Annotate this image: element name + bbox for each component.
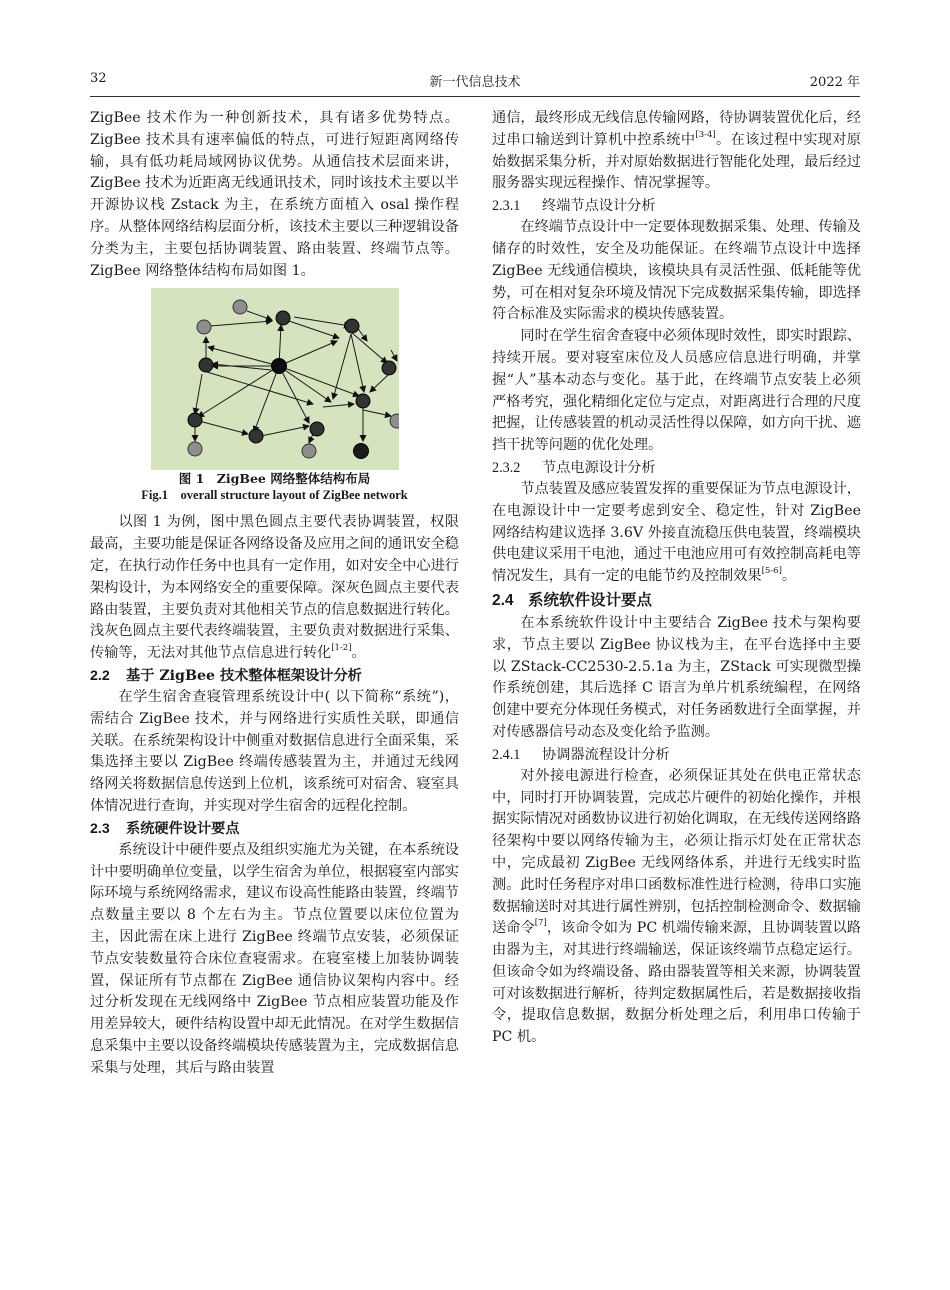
section-2-3-1-heading: 2.3.1 终端节点设计分析	[492, 198, 656, 215]
figure-caption-cn: 图 1 ZigBee 网络整体结构布局	[178, 471, 371, 487]
section-2-3-2-heading: 2.3.2 节点电源设计分析	[492, 459, 656, 476]
section-2-3-1-paragraph-2: 同时在学生宿舍查寝中必须体现时效性，即实时跟踪、持续开展。要对寝室床位及人员感应信息进行明确，并掌握“人”基本动态与变化。基于此，在终端节点安装上必须严格考究，强化精细化定位与定点，对距离进行合理的尺度把握，让传感装置的机动灵活性得以保障，如方向干扰、遮挡干扰等问题的优化处理。	[492, 328, 861, 454]
section-2-3-paragraph: 系统设计中硬件要点及组织实施尤为关键，在本系统设计中要明确单位变量，以学生宿舍为单位，根据寝室内部实际环境与系统网络需求，建议布设高性能路由装置，终端节点数量主要以 8 个左右为主。节点位置要以床位位置为主，因此需在床上进行 ZigBee 终端节点安装，必须保证节点安装数量符合床位查寝需求。在寝室楼上加装协调装置，保证所有节点都在 ZigBee 通信协议架构内容中。经过分析发现在无线网络中 ZigBee 节点相应装置功能及作用差异较大，硬件结构设置中却无此情况。在对学生数据信息采集中主要以设备终端模块传感装置为主，完成数据信息采集与处理，其后与路由装置	[90, 841, 459, 1076]
router-node	[188, 413, 202, 427]
page-number: 32	[90, 71, 107, 86]
section-2-4-paragraph: 在本系统软件设计中主要结合 ZigBee 技术与架构要求，节点主要以 ZigBee 协议栈为主，在平台选择中主要以 ZStack-CC2530-2.5.1a 为主，ZStack 可实现微型操作系统创建，其后选择 C 语言为单片机系统编程，在网络创建中要充分体现任务模式，对任务函数进行全面掌握，并对传感器信号动态及变化给予监测。	[492, 614, 861, 740]
page-header	[90, 55, 860, 90]
end-device-node	[197, 320, 211, 334]
citation: [3-4]	[695, 129, 716, 140]
section-2-3-1-paragraph-1: 在终端节点设计中一定要体现数据采集、处理、传输及储存的时效性，安全及功能保证。在终端节点设计中选择 ZigBee 无线通信模块，该模块具有灵活性强、低耗能等优势，可在相对复杂环境及情况下完成数据采集传输，即选择符合标准及实际需求的模块传感装置。	[492, 219, 861, 323]
citation: [1-2]	[331, 643, 352, 654]
issue-year: 2022 年	[809, 75, 860, 90]
router-node	[199, 358, 213, 372]
section-2-2-heading: 2.2 基于 ZigBee 技术整体框架设计分析	[90, 667, 362, 684]
router-node	[382, 361, 396, 375]
router-node	[345, 319, 359, 333]
end-device-node	[302, 444, 316, 458]
figure-caption-en: Fig.1 overall structure layout of ZigBee network	[141, 488, 408, 503]
figure-explanation: 以图 1 为例，图中黑色圆点主要代表协调装置，权限最高，主要功能是保证各网络设备及应用之间的通讯安全稳定，在执行动作任务中也具有一定作用，如对安全中心进行架构设计，为本网络安全的重要保障。深灰色圆点主要代表路由装置，主要负责对其他相关节点的信息数据进行转化。浅灰色圆点主要代表终端装置，主要负责对数据进行采集、传输等，无法对其他节点信息进行转化[1-2]。	[90, 514, 459, 662]
citation: [5-6]	[761, 566, 782, 577]
section-2-4-1-heading: 2.4.1 协调器流程设计分析	[492, 746, 670, 763]
section-2-2-paragraph: 在学生宿舍查寝管理系统设计中( 以下简称“系统”)，需结合 ZigBee 技术，并与网络进行实质性关联，即通信关联。在系统架构设计中侧重对数据信息进行全面采集，采集选择主要以 ZigBee 终端传感装置为主，并通过无线网络网关将数据信息传送到上位机，该系统可对宿舍、寝室具体情况进行查询，并实现对学生宿舍的远程化控制。	[90, 688, 459, 814]
section-2-3-2-paragraph: 节点装置及感应装置发挥的重要保证为节点电源设计，在电源设计中一定要考虑到安全、稳定性，针对 ZigBee 网络结构建议选择 3.6V 外接直流稳压供电装置，终端模块供电建议采用干电池，通过干电池应用可有效控制高耗电等情况发生，具有一定的电能节约及控制效果[5-6]。	[492, 480, 861, 585]
end-device-node	[353, 444, 368, 459]
section-2-4-1-paragraph: 对外接电源进行检查，必须保证其处在供电正常状态中，同时打开协调装置，完成芯片硬件的初始化操作，并根据实际情况对函数协议进行初始化调取，在无线传送网络路径架构中要以网络传输为主，必须让指示灯处在正常状态中，完成最初 ZigBee 无线网络体系，并进行无线实时监测。此时任务程序对串口函数标准性进行检测，待串口实施数据输送时对其进行属性辨别，包括控制检测命令、数据输送命令[7]，该命令如为 PC 机端传输来源，且协调装置以路由器为主，对其进行终端输送，保证该终端节点稳定运行。但该命令如为终端设备、路由器装置等相关来源，协调装置可对该数据进行解析，待判定数据属性后，若是数据接收指令，提取信息数据，数据分析处理之后，利用串口传输于 PC 机。	[492, 767, 861, 1046]
left-column	[90, 108, 459, 1080]
intro-paragraph: ZigBee 技术作为一种创新技术，具有诸多优势特点。ZigBee 技术具有速率偏低的特点，可进行短距离网络传输，具有低功耗局域网协议优势。从通信技术层面来讲，ZigBee 技术为近距离无线通讯技术，同时该技术主要以半开源协议栈 Zstack 为主，在系统方面植入 osal 操作程序。从整体网络结构层面分析，该技术主要以三种逻辑设备分类为主，主要包括协调装置、路由装置、终端节点等。ZigBee 网络整体结构布局如图 1。	[90, 110, 459, 279]
router-node	[356, 394, 370, 408]
citation: [7]	[534, 918, 547, 929]
end-device-node	[188, 442, 202, 456]
end-device-node	[390, 414, 399, 428]
end-device-node	[233, 300, 247, 314]
header-rule	[90, 96, 860, 97]
figure-1	[90, 288, 459, 504]
section-2-3-heading: 2.3 系统硬件设计要点	[90, 820, 240, 837]
zigbee-network-diagram	[151, 288, 399, 470]
right-column	[492, 108, 861, 1049]
journal-title: 新一代信息技术	[429, 75, 521, 90]
router-node	[276, 311, 290, 325]
diagram-background	[151, 288, 399, 470]
router-node	[249, 429, 263, 443]
coordinator-node	[271, 359, 286, 374]
continued-paragraph: 通信，最终形成无线信息传输网路，待协调装置优化后，经过串口输送到计算机中控系统中[3-4]。在该过程中实现对原始数据采集分析，并对原始数据进行智能化处理，最后经过服务器实现远程操作、情况掌握等。	[492, 110, 861, 192]
section-2-4-heading: 2.4 系统软件设计要点	[492, 589, 653, 609]
router-node	[310, 422, 324, 436]
